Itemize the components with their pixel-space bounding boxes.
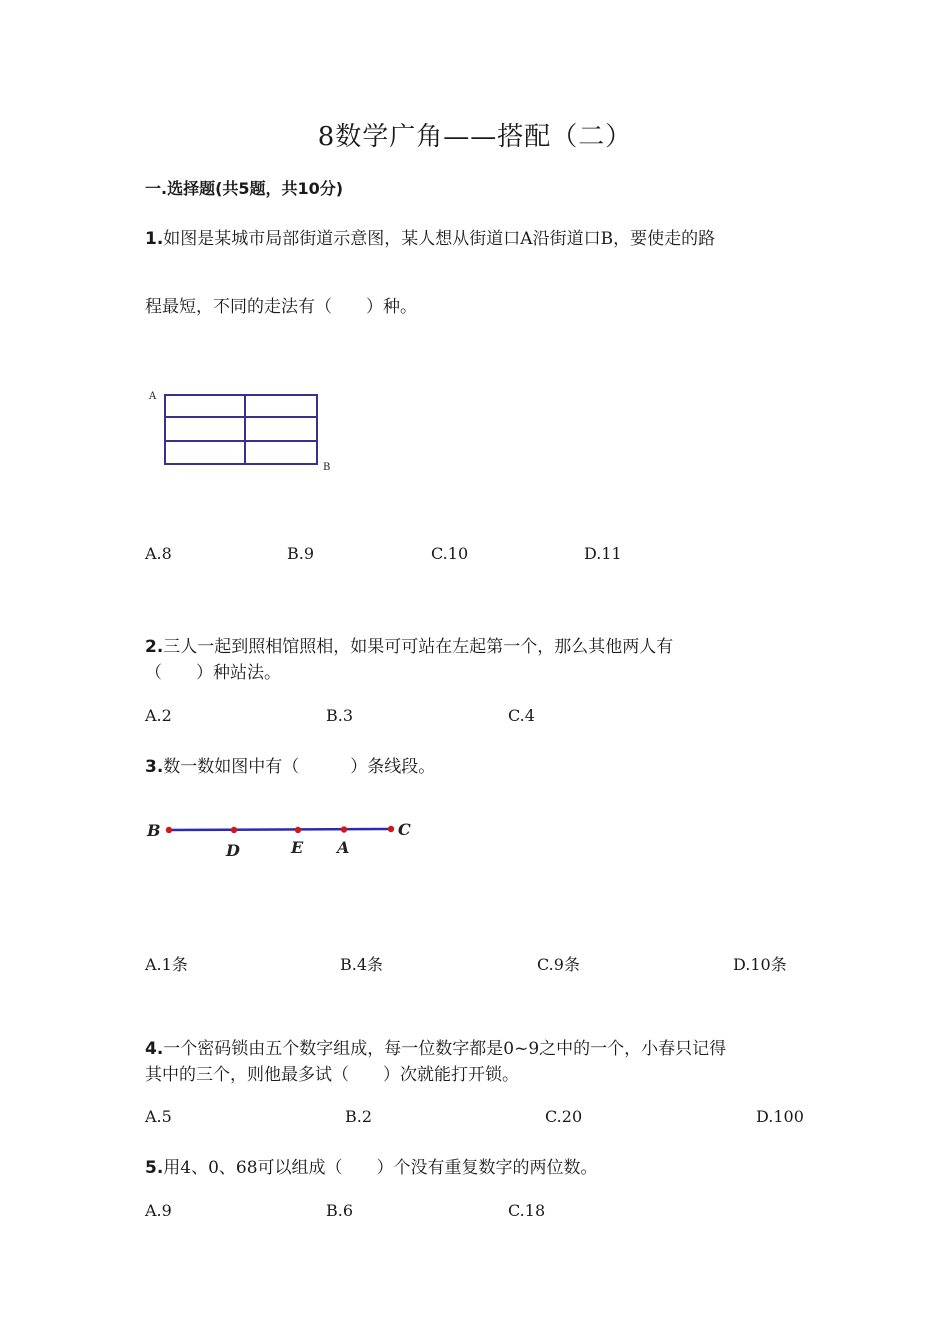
option-c[interactable]: C.18 — [508, 1201, 546, 1220]
street-grid-figure — [145, 385, 345, 475]
point-a — [341, 826, 347, 832]
option-a[interactable]: A.1条 — [145, 955, 188, 974]
option-a[interactable]: A.8 — [145, 544, 172, 563]
question-2-line-2: （ ）种站法。 — [145, 663, 281, 683]
question-3-line-1 — [145, 752, 435, 777]
option-a[interactable]: A.2 — [145, 706, 172, 725]
point-label-b: B — [147, 821, 161, 840]
question-text: 用4、0、68可以组成（ ）个没有重复数字的两位数。 — [163, 1158, 598, 1178]
page-title: 8数学广角——搭配（二） — [317, 122, 633, 152]
option-c[interactable]: C.20 — [545, 1107, 583, 1126]
option-b[interactable]: B.9 — [287, 544, 315, 563]
option-d[interactable]: D.11 — [584, 544, 622, 563]
question-1-line-2: 程最短，不同的走法有（ ）种。 — [145, 297, 417, 317]
option-b[interactable]: B.4条 — [340, 955, 384, 974]
point-label-e: E — [291, 838, 304, 857]
point-e — [295, 827, 301, 833]
point-d — [231, 827, 237, 833]
option-a[interactable]: A.9 — [145, 1201, 172, 1220]
option-c[interactable]: C.9条 — [537, 955, 580, 974]
segment-line — [169, 829, 391, 830]
question-4-line-2: 其中的三个，则他最多试（ ）次就能打开锁。 — [145, 1065, 519, 1085]
option-c[interactable]: C.4 — [508, 706, 535, 725]
question-text: 三人一起到照相馆照相，如果可可站在左起第一个，那么其他两人有 — [163, 637, 674, 657]
point-label-a: A — [337, 838, 350, 857]
point-label-c: C — [398, 820, 411, 839]
question-number: 2. — [145, 637, 164, 657]
section-heading: 一.选择题(共5题，共10分) — [145, 179, 344, 198]
option-b[interactable]: B.2 — [345, 1107, 373, 1126]
grid-outline — [165, 395, 317, 464]
question-text: 数一数如图中有（ ）条线段。 — [163, 757, 436, 777]
option-c[interactable]: C.10 — [431, 544, 469, 563]
point-label-d: D — [226, 841, 240, 860]
question-text: 一个密码锁由五个数字组成，每一位数字都是0~9之中的一个，小春只记得 — [163, 1039, 727, 1059]
question-number: 5. — [145, 1158, 164, 1178]
option-a[interactable]: A.5 — [145, 1107, 172, 1126]
line-segment-figure — [145, 812, 425, 862]
option-b[interactable]: B.3 — [326, 706, 354, 725]
option-b[interactable]: B.6 — [326, 1201, 354, 1220]
question-1-line-1 — [145, 224, 715, 249]
question-4-line-1 — [145, 1034, 726, 1059]
question-number: 3. — [145, 757, 164, 777]
option-d[interactable]: D.10条 — [733, 955, 787, 974]
question-2-line-1 — [145, 632, 673, 657]
point-b — [166, 827, 172, 833]
question-number: 4. — [145, 1039, 164, 1059]
question-5-line-1 — [145, 1153, 598, 1178]
point-c — [388, 826, 394, 832]
point-label-a: A — [149, 391, 157, 402]
question-number: 1. — [145, 229, 164, 249]
point-label-b: B — [323, 462, 331, 473]
option-d[interactable]: D.100 — [756, 1107, 804, 1126]
question-text: 如图是某城市局部街道示意图，某人想从街道口A沿街道口B，要使走的路 — [163, 229, 716, 249]
